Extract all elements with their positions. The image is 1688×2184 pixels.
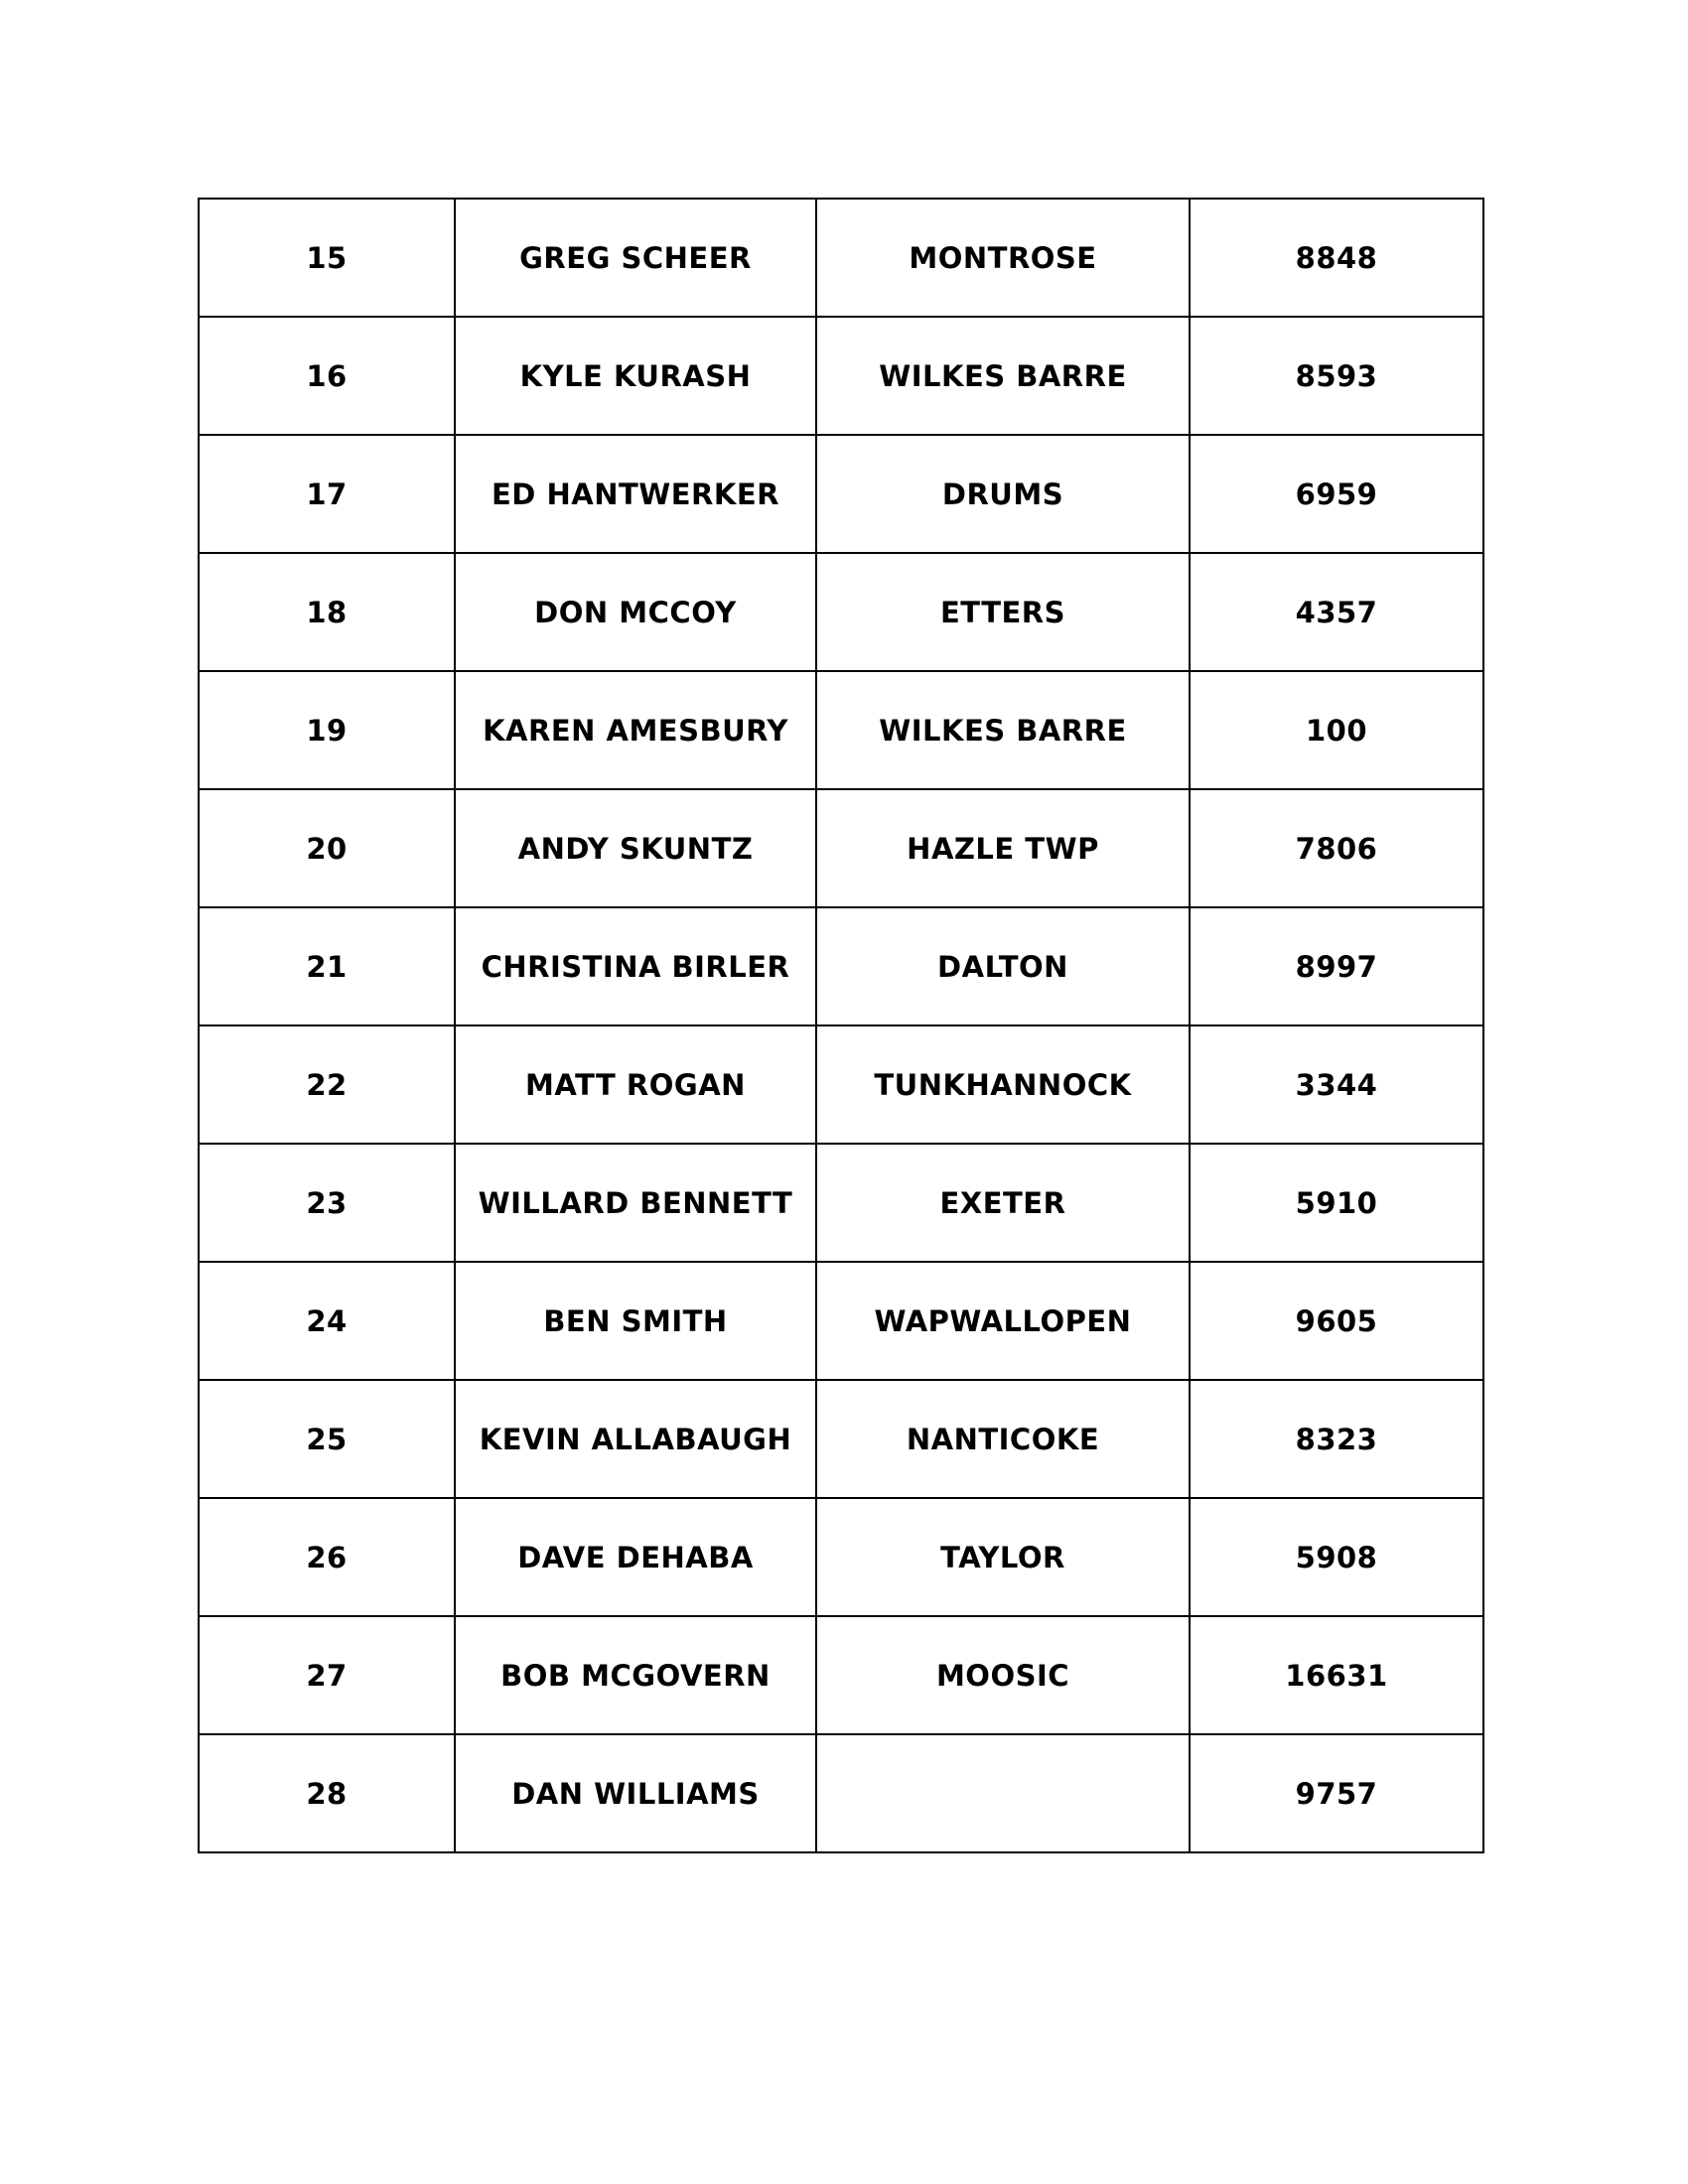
row-number-cell: 24 <box>199 1262 455 1380</box>
name-cell: ANDY SKUNTZ <box>455 789 816 907</box>
score-cell: 8323 <box>1190 1380 1483 1498</box>
town-cell: WILKES BARRE <box>816 671 1190 789</box>
row-number-cell: 26 <box>199 1498 455 1616</box>
table-row <box>199 1262 1483 1380</box>
row-number-cell: 21 <box>199 907 455 1025</box>
town-cell: MOOSIC <box>816 1616 1190 1734</box>
name-cell: BOB MCGOVERN <box>455 1616 816 1734</box>
score-cell: 4357 <box>1190 553 1483 671</box>
score-cell: 8848 <box>1190 199 1483 317</box>
score-cell: 3344 <box>1190 1025 1483 1144</box>
row-number-cell: 19 <box>199 671 455 789</box>
row-number-cell: 15 <box>199 199 455 317</box>
table-row <box>199 317 1483 435</box>
table-row <box>199 1734 1483 1852</box>
score-cell: 9605 <box>1190 1262 1483 1380</box>
results-table <box>198 198 1484 1853</box>
score-cell: 7806 <box>1190 789 1483 907</box>
table-row <box>199 1498 1483 1616</box>
score-cell: 8593 <box>1190 317 1483 435</box>
name-cell: CHRISTINA BIRLER <box>455 907 816 1025</box>
table-row <box>199 1025 1483 1144</box>
town-cell <box>816 1734 1190 1852</box>
row-number-cell: 16 <box>199 317 455 435</box>
row-number-cell: 23 <box>199 1144 455 1262</box>
score-cell: 8997 <box>1190 907 1483 1025</box>
table-row <box>199 789 1483 907</box>
name-cell: DON MCCOY <box>455 553 816 671</box>
name-cell: ED HANTWERKER <box>455 435 816 553</box>
town-cell: DALTON <box>816 907 1190 1025</box>
town-cell: DRUMS <box>816 435 1190 553</box>
name-cell: DAVE DEHABA <box>455 1498 816 1616</box>
town-cell: EXETER <box>816 1144 1190 1262</box>
table-row <box>199 1144 1483 1262</box>
name-cell: DAN WILLIAMS <box>455 1734 816 1852</box>
name-cell: WILLARD BENNETT <box>455 1144 816 1262</box>
table-row <box>199 671 1483 789</box>
score-cell: 9757 <box>1190 1734 1483 1852</box>
name-cell: KEVIN ALLABAUGH <box>455 1380 816 1498</box>
results-table-body <box>199 199 1483 1852</box>
town-cell: TAYLOR <box>816 1498 1190 1616</box>
score-cell: 16631 <box>1190 1616 1483 1734</box>
table-row <box>199 435 1483 553</box>
score-cell: 6959 <box>1190 435 1483 553</box>
town-cell: NANTICOKE <box>816 1380 1190 1498</box>
town-cell: MONTROSE <box>816 199 1190 317</box>
score-cell: 100 <box>1190 671 1483 789</box>
row-number-cell: 28 <box>199 1734 455 1852</box>
name-cell: KAREN AMESBURY <box>455 671 816 789</box>
town-cell: WILKES BARRE <box>816 317 1190 435</box>
score-cell: 5908 <box>1190 1498 1483 1616</box>
name-cell: MATT ROGAN <box>455 1025 816 1144</box>
name-cell: BEN SMITH <box>455 1262 816 1380</box>
row-number-cell: 18 <box>199 553 455 671</box>
town-cell: TUNKHANNOCK <box>816 1025 1190 1144</box>
row-number-cell: 25 <box>199 1380 455 1498</box>
table-row <box>199 1380 1483 1498</box>
row-number-cell: 27 <box>199 1616 455 1734</box>
name-cell: GREG SCHEER <box>455 199 816 317</box>
name-cell: KYLE KURASH <box>455 317 816 435</box>
row-number-cell: 17 <box>199 435 455 553</box>
row-number-cell: 22 <box>199 1025 455 1144</box>
table-row <box>199 907 1483 1025</box>
town-cell: ETTERS <box>816 553 1190 671</box>
table-row <box>199 553 1483 671</box>
score-cell: 5910 <box>1190 1144 1483 1262</box>
row-number-cell: 20 <box>199 789 455 907</box>
town-cell: WAPWALLOPEN <box>816 1262 1190 1380</box>
table-row <box>199 199 1483 317</box>
town-cell: HAZLE TWP <box>816 789 1190 907</box>
table-row <box>199 1616 1483 1734</box>
